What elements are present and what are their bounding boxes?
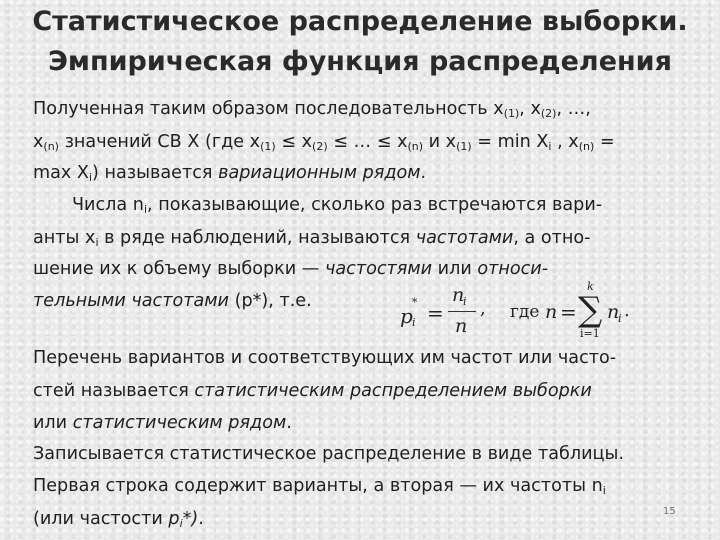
paragraph-2-line-1: Числа $n_i$, показывающие, сколько раз встречаются вари- xyxy=(72,195,603,216)
paragraph-1-line-1: Полученная таким образом последовательность $x_{(1)}$, $x_{(2)}$, …, xyxy=(33,99,591,120)
title-line-1: Статистическое распределение выборки. xyxy=(32,6,688,37)
paragraph-2-line-4: тельными частотами (p*), т.е. xyxy=(33,291,312,311)
relative-frequency-formula: p i * = n i n , где n = ∑ k i=1 n i . xyxy=(400,280,630,340)
term-frequencies: частотами xyxy=(415,228,514,248)
paragraph-1-line-3: $\max X_i$) называется вариационным рядом. xyxy=(33,163,427,184)
term-statistical-distribution: статистическим распределением выборки xyxy=(194,381,592,401)
paragraph-4-line-2: Первая строка содержит варианты, а вторая — их частоты $n_i$ xyxy=(33,476,606,497)
paragraph-2-line-2: анты $x_i$ в ряде наблюдений, называются частотами, а отно- xyxy=(33,228,591,249)
paragraph-3-line-3: или статистическим рядом. xyxy=(33,413,292,433)
term-statistical-series: статистическим рядом xyxy=(72,413,287,433)
sum-sign: ∑ xyxy=(578,290,603,330)
term-relative-frequencies: частостями xyxy=(324,259,433,279)
paragraph-4-line-1: Записывается статистическое распределение в виде таблицы. xyxy=(33,444,624,464)
paragraph-3-line-2: стей называется статистическим распределением выборки xyxy=(33,381,592,401)
title-line-2: Эмпирическая функция распределения xyxy=(48,46,672,77)
paragraph-3-line-1: Перечень вариантов и соответствующих им частот или часто- xyxy=(33,348,617,368)
paragraph-4-line-3: (или частости $p_i*$). xyxy=(33,509,204,530)
slide-title xyxy=(0,2,720,82)
term-variational-series: вариационным рядом xyxy=(218,163,421,183)
paragraph-2-line-3: шение их к объему выборки — частостями или относи- xyxy=(33,259,549,279)
page-number: 15 xyxy=(663,506,676,517)
fraction-bar xyxy=(448,311,476,312)
paragraph-1-line-2: $x_{(n)}$ значений СВ X (где $x_{(1)} \le x_{(2)}$ ≤ … ≤ $x_{(n)}$ и $x_{(1)} = \min X_i$ , $x_{(n)}$ = xyxy=(33,132,615,153)
